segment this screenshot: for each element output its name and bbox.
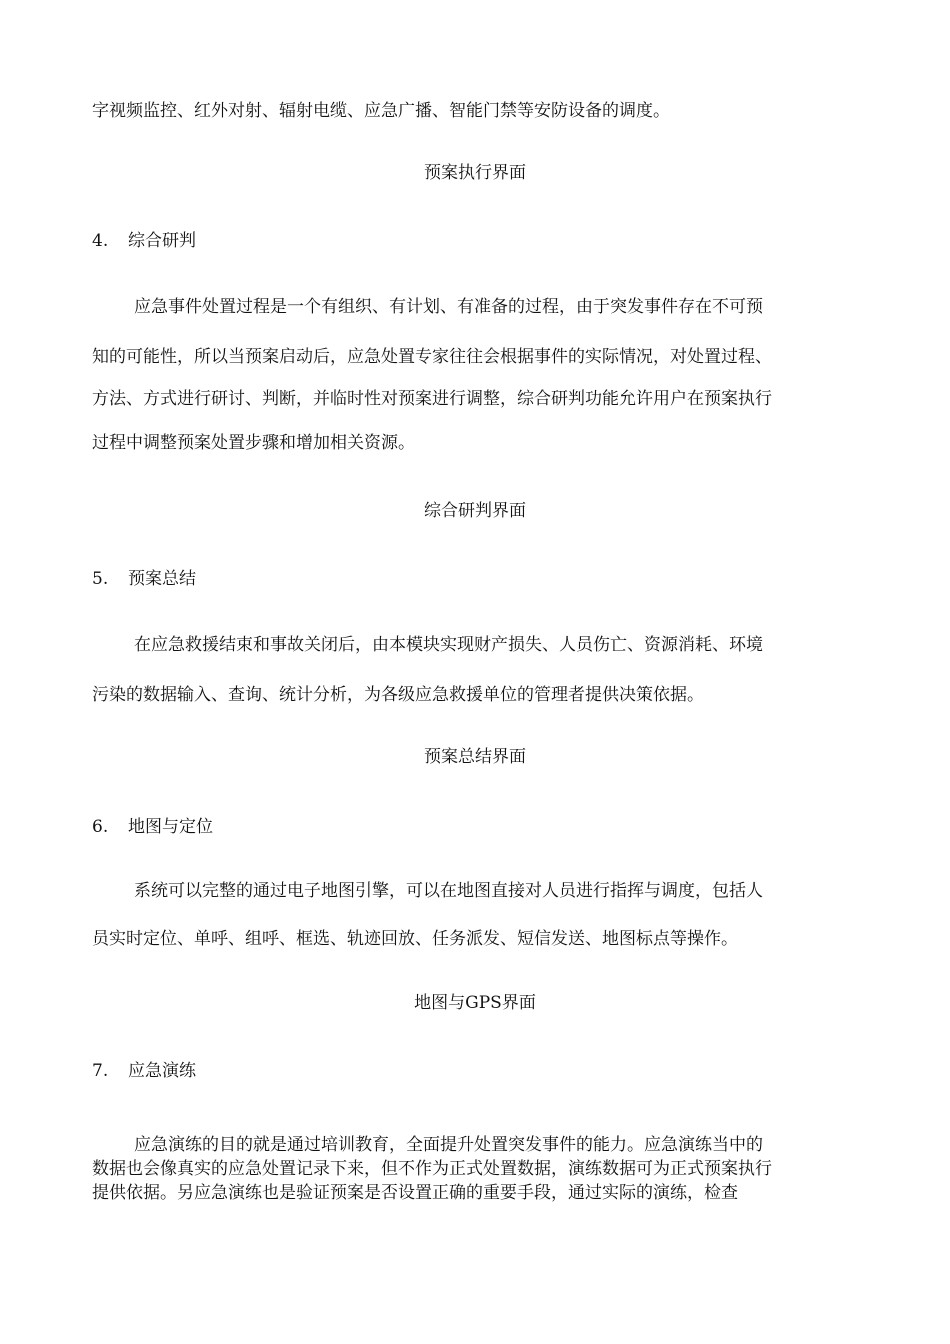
section-title: 综合研判 bbox=[128, 231, 196, 251]
body-text-line: 污染的数据输入、查询、统计分析，为各级应急救援单位的管理者提供决策依据。 bbox=[92, 685, 704, 705]
section-number: 7. bbox=[92, 1061, 109, 1081]
body-text-line: 应急事件处置过程是一个有组织、有计划、有准备的过程，由于突发事件存在不可预 bbox=[134, 297, 763, 317]
figure-caption: 预案执行界面 bbox=[424, 163, 526, 183]
section-number: 4. bbox=[92, 231, 109, 251]
section-number: 5. bbox=[92, 569, 109, 589]
section-heading bbox=[92, 816, 872, 838]
section-heading bbox=[92, 1060, 872, 1082]
section-title: 预案总结 bbox=[128, 569, 196, 589]
body-text-line: 系统可以完整的通过电子地图引擎，可以在地图直接对人员进行指挥与调度，包括人 bbox=[134, 881, 763, 901]
body-text-line: 方法、方式进行研讨、判断，并临时性对预案进行调整，综合研判功能允许用户在预案执行 bbox=[92, 389, 772, 409]
body-text-line: 字视频监控、红外对射、辐射电缆、应急广播、智能门禁等安防设备的调度。 bbox=[92, 101, 670, 121]
body-text-line: 数据也会像真实的应急处置记录下来，但不作为正式处置数据，演练数据可为正式预案执行 bbox=[92, 1159, 772, 1179]
body-text-line: 过程中调整预案处置步骤和增加相关资源。 bbox=[92, 433, 415, 453]
section-number: 6. bbox=[92, 817, 109, 837]
body-text-line: 提供依据。另应急演练也是验证预案是否设置正确的重要手段，通过实际的演练，检查 bbox=[92, 1183, 738, 1203]
section-title: 应急演练 bbox=[128, 1061, 196, 1081]
figure-caption: 预案总结界面 bbox=[424, 747, 526, 767]
body-text-line: 应急演练的目的就是通过培训教育，全面提升处置突发事件的能力。应急演练当中的 bbox=[134, 1135, 763, 1155]
body-text-line: 在应急救援结束和事故关闭后，由本模块实现财产损失、人员伤亡、资源消耗、环境 bbox=[134, 635, 763, 655]
section-heading bbox=[92, 230, 872, 252]
body-text-line: 员实时定位、单呼、组呼、框选、轨迹回放、任务派发、短信发送、地图标点等操作。 bbox=[92, 929, 738, 949]
body-text-line: 知的可能性，所以当预案启动后，应急处置专家往往会根据事件的实际情况，对处置过程、 bbox=[92, 347, 772, 367]
figure-caption: 地图与GPS界面 bbox=[414, 993, 536, 1013]
figure-caption: 综合研判界面 bbox=[424, 501, 526, 521]
section-title: 地图与定位 bbox=[128, 817, 213, 837]
section-heading bbox=[92, 568, 872, 590]
